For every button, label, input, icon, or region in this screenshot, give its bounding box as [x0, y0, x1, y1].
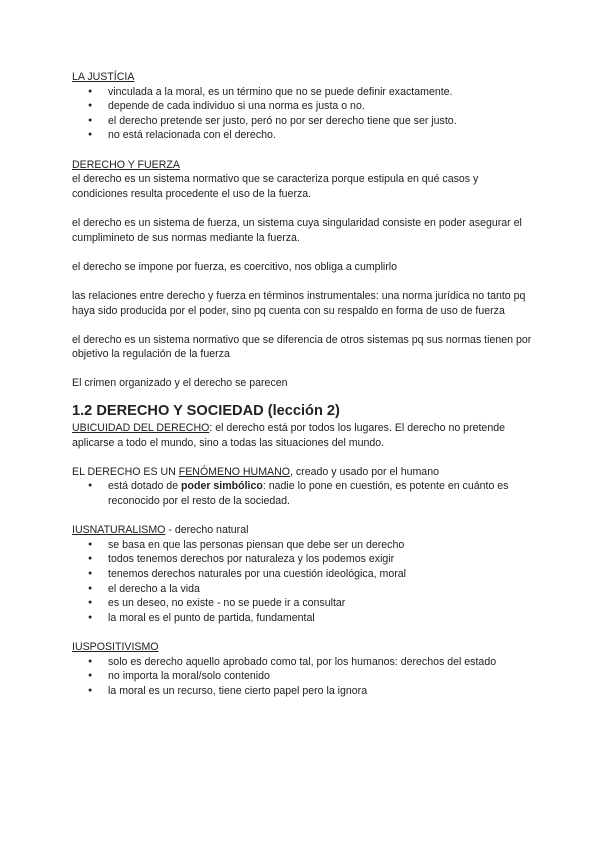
term-ubicuidad: UBICUIDAD DEL DERECHO	[72, 422, 210, 435]
list-item: ● se basa en que las personas piensan que debe ser un derecho	[72, 538, 532, 553]
list-item	[72, 479, 532, 508]
list-item: ● no está relacionada con el derecho.	[72, 128, 532, 143]
section-title-justicia: LA JUSTÍCIA	[72, 71, 135, 83]
document-page	[72, 70, 532, 698]
paragraph: el derecho es un sistema de fuerza, un sistema cuya singularidad consiste en poder asegurar el cumplimineto de sus normas mediante la fuerza.	[72, 216, 522, 244]
list-item: ● el derecho a la vida	[72, 582, 532, 597]
paragraph: las relaciones entre derecho y fuerza en términos instrumentales: una norma jurídica no tanto pq haya sido producida por el poder, sino pq cuenta con su respaldo en forma de uso de fuerza	[72, 289, 526, 317]
bullet-text: : nadie lo pone en cuestión, es potente en cuánto es reconocido por el resto de la sociedad.	[108, 480, 509, 508]
section-title-iuspositivismo: IUSPOSITIVISMO	[72, 640, 159, 653]
justicia-list	[72, 85, 532, 143]
list-item: ● solo es derecho aquello aprobado como tal, por los humanos: derechos del estado	[72, 655, 532, 670]
iuspos-list	[72, 655, 532, 699]
iusnat-list	[72, 538, 532, 626]
fenomeno-prefix: EL DERECHO ES UN	[72, 465, 179, 478]
list-item: ● tenemos derechos naturales por una cuestión ideológica, moral	[72, 567, 532, 582]
paragraph: el derecho se impone por fuerza, es coercitivo, nos obliga a cumplirlo	[72, 260, 398, 273]
list-item: ● no importa la moral/solo contenido	[72, 669, 532, 684]
section-title-fuerza: DERECHO Y FUERZA	[72, 158, 180, 171]
paragraph: el derecho es un sistema normativo que se caracteriza porque estipula en qué casos y condiciones resulta procedente el uso de la fuerza.	[72, 173, 479, 200]
section-title-iusnaturalismo: IUSNATURALISMO	[72, 524, 166, 537]
list-item: ● la moral es un recurso, tiene cierto papel pero la ignora	[72, 684, 532, 699]
iusnat-suffix: - derecho natural	[165, 524, 249, 537]
fenomeno-suffix: , creado y usado por el humano	[289, 465, 439, 478]
term-poder-simbolico: poder simbólico	[181, 480, 263, 493]
fenomeno-list	[72, 479, 532, 508]
list-item: ● depende de cada individuo si una norma es justa o no.	[72, 99, 532, 114]
paragraph-fenomeno	[72, 465, 532, 480]
section-heading: 1.2 DERECHO Y SOCIEDAD (lección 2)	[72, 403, 340, 420]
paragraph-ubicuidad	[72, 421, 532, 450]
list-item: ● la moral es el punto de partida, fundamental	[72, 611, 532, 626]
list-item: ● es un deseo, no existe - no se puede ir a consultar	[72, 596, 532, 611]
list-item: ● vinculada a la moral, es un término que no se puede definir exactamente.	[72, 85, 532, 100]
list-item: ● el derecho pretende ser justo, peró no por ser derecho tiene que ser justo.	[72, 114, 532, 129]
bullet-text: está dotado de	[108, 480, 182, 493]
term-fenomeno: FENÓMENO HUMANO	[178, 465, 290, 478]
paragraph: El crimen organizado y el derecho se parecen	[72, 377, 288, 390]
paragraph: el derecho es un sistema normativo que se diferencia de otros sistemas pq sus normas tienen por objetivo la regulación de la fuerza	[72, 333, 532, 361]
paragraph-iusnat	[72, 523, 532, 538]
ubicuidad-text: : el derecho está por todos los lugares. El derecho no pretende aplicarse a todo el mundo, sino a todas las situaciones del mundo.	[72, 422, 505, 449]
list-item: ● todos tenemos derechos por naturaleza y los podemos exigir	[72, 552, 532, 567]
